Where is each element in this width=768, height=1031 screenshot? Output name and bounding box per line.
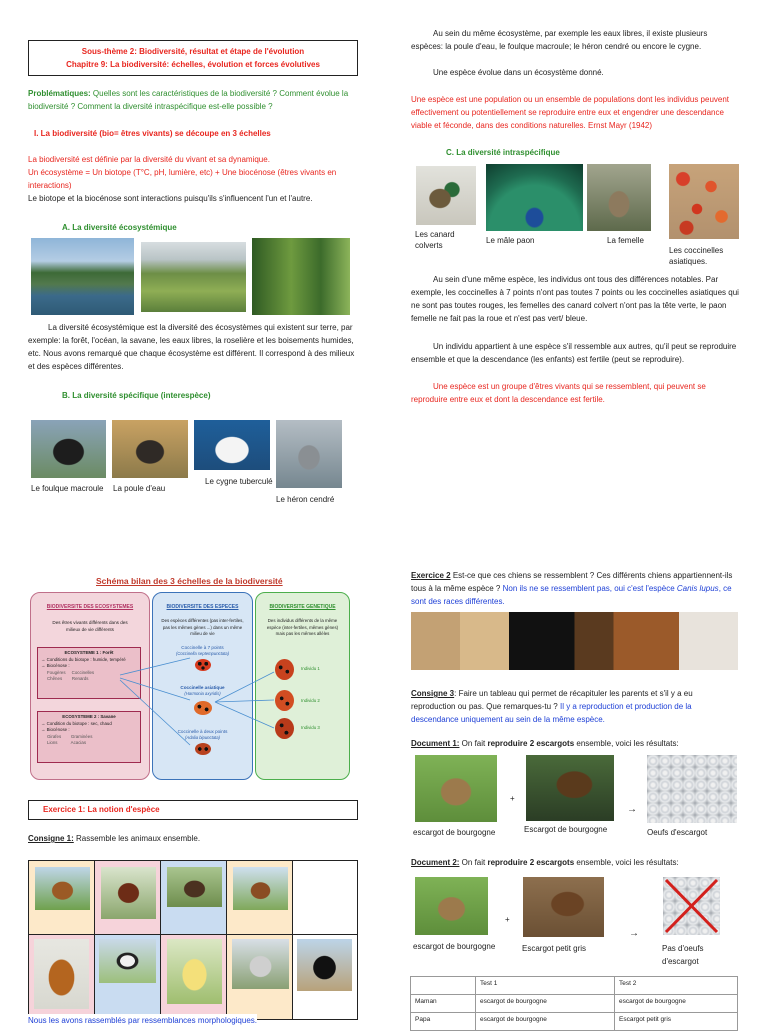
species-2-latin: (Harmonia axyridis) bbox=[184, 691, 221, 696]
ladybirds-photo bbox=[669, 164, 739, 239]
snail-petit-gris-photo bbox=[523, 877, 604, 937]
chick-photo bbox=[167, 939, 222, 1004]
doc2-caption-3: Pas d'oeufs d'escargot bbox=[662, 944, 704, 966]
doc1-caption-1: escargot de bourgogne bbox=[413, 828, 496, 837]
eco2-biocenose: → Biocénose : bbox=[41, 727, 70, 732]
no-eggs-cross-icon bbox=[663, 877, 720, 935]
table-cell: escargot de bourgogne bbox=[476, 1013, 615, 1031]
exercise-2-answer: Non ils ne se ressemblent pas, oui c'est l'espèce bbox=[500, 584, 677, 593]
individual-2-label: Individu 2 bbox=[301, 698, 320, 703]
doc1-plus: + bbox=[510, 794, 515, 803]
eggs-photo bbox=[647, 755, 737, 823]
doc1-arrow: → bbox=[627, 804, 637, 815]
doc1-bold: reproduire 2 escargots bbox=[487, 739, 575, 748]
definition-line3: Le biotope et la biocénose sont interactions puisqu'ils s'influencent l'un et l'autre. bbox=[28, 194, 313, 203]
doc1-caption-3: Oeufs d'escargot bbox=[647, 828, 708, 837]
table-row bbox=[411, 995, 738, 1013]
doc2-label: Document 2: bbox=[411, 858, 460, 867]
table-cell: escargot de bourgogne bbox=[476, 995, 615, 1013]
problem-paragraph bbox=[28, 87, 356, 113]
table-cell: Test 1 bbox=[476, 977, 615, 995]
table-cell: escargot de bourgogne bbox=[615, 995, 738, 1013]
grid-h1 bbox=[29, 934, 357, 935]
individual-3-label: Individu 3 bbox=[301, 725, 320, 730]
definition-line2: Un écosystème = Un biotope (T°C, pH, lumière, etc) + Une biocénose (êtres vivants en interactions) bbox=[28, 168, 337, 190]
species-3-latin: (Adalia bipunctata) bbox=[185, 735, 220, 740]
caption-heron: Le héron cendré bbox=[276, 495, 335, 504]
peahen-photo bbox=[587, 164, 651, 231]
ladybird-7-icon bbox=[195, 659, 211, 671]
heron-photo bbox=[276, 420, 342, 488]
eco1-species: Fougères Coccinelles Chênes Renards bbox=[47, 669, 95, 681]
hen-photo bbox=[34, 939, 89, 1009]
consigne-3-label: Consigne 3 bbox=[411, 689, 455, 698]
section-a-heading: A. La diversité écosystémique bbox=[62, 223, 177, 232]
individual-1-icon bbox=[275, 659, 294, 680]
caption-peacock: Le mâle paon bbox=[486, 236, 535, 245]
table-cell: Papa bbox=[411, 1013, 476, 1031]
section-1-heading: I. La biodiversité (bio= êtres vivants) se découpe en 3 échelles bbox=[34, 129, 271, 138]
grid-v2 bbox=[160, 861, 161, 1019]
individual-3-icon bbox=[275, 718, 294, 739]
doc2-arrow: → bbox=[629, 928, 639, 939]
doc2-plus: + bbox=[505, 915, 510, 924]
animal-grid bbox=[28, 860, 358, 1020]
individual-1-label: Individu 1 bbox=[301, 666, 320, 671]
exercise-1-title: Exercice 1: La notion d'espèce bbox=[43, 805, 160, 814]
doc1-post: ensemble, voici les résultats: bbox=[574, 739, 679, 748]
paragraph-right-4: Un individu appartient à une espèce s'il ressemble aux autres, qu'il peut se reproduire ensemble et que la descendance (les enfants) est fertile (peut se reproduire). bbox=[411, 342, 737, 364]
eco2-biocenose-text: Biocénose : bbox=[46, 727, 70, 732]
doc1-label: Document 1: bbox=[411, 739, 460, 748]
schema-ecosystems-column bbox=[30, 592, 150, 780]
species-1-latin: (Coccinella septempunctata) bbox=[175, 651, 230, 656]
dogs-photo bbox=[411, 612, 738, 670]
doc2-bold: reproduire 2 escargots bbox=[487, 858, 575, 867]
eco2-title: ECOSYSTEME 2 : Savane bbox=[62, 714, 116, 719]
species-3-label: Coccinelle à deux points bbox=[177, 729, 228, 734]
eco1-biocenose: → Biocénose : bbox=[41, 663, 70, 668]
definition-line1: La biodiversité est définie par la diversité du vivant et sa dynamique. bbox=[28, 155, 270, 164]
ecosystem-2-box bbox=[37, 711, 141, 763]
schema-col1-title: BIODIVERSITE DES ECOSYSTEMES bbox=[46, 604, 134, 610]
document-1-heading bbox=[411, 737, 679, 750]
schema-title: Schéma bilan des 3 échelles de la biodiversité bbox=[96, 576, 283, 586]
doc1-pre: On fait bbox=[459, 739, 488, 748]
foal-photo bbox=[233, 867, 288, 910]
eco2-species: Girafes Graminées Lions Acacias bbox=[47, 733, 93, 745]
table-row bbox=[411, 977, 738, 995]
caption-ladybirds: Les coccinelles asiatiques. bbox=[669, 246, 724, 266]
title-line2: Chapitre 9: La biodiversité: échelles, évolution et forces évolutives bbox=[66, 60, 320, 69]
consigne-3-text: : Faire un tableau qui permet de récapituler les parents et s'il y a eu reproduction ou pas. Que remarques-tu ? bbox=[411, 689, 693, 711]
table-cell: Maman bbox=[411, 995, 476, 1013]
exercise-2-question bbox=[411, 569, 739, 608]
doc2-post: ensemble, voici les résultats: bbox=[574, 858, 679, 867]
holstein-cow-photo bbox=[99, 939, 156, 983]
snail-bourgogne-photo-3 bbox=[415, 877, 488, 935]
doc2-pre: On fait bbox=[459, 858, 488, 867]
coot-photo bbox=[31, 420, 106, 478]
ducks-photo bbox=[416, 166, 476, 225]
rooster-photo bbox=[101, 867, 156, 919]
schema-species-column bbox=[152, 592, 253, 780]
schema-col3-text: Des individus différents de la même espèce (inter-fertiles, mêmes gènes) mais pas les mêmes allèles bbox=[266, 618, 339, 636]
ladybird-2-icon bbox=[195, 743, 211, 755]
moorhen-photo bbox=[112, 420, 188, 478]
eco2-biotope-text: Condition du biotope : sec, chaud bbox=[46, 720, 112, 726]
schema-genetic-column bbox=[255, 592, 350, 780]
exercise-1-title-box bbox=[28, 800, 358, 820]
paragraph-right-3: Au sein d'une même espèce, les individus ont tous des différences notables. Par exemple, les coccinelles à 7 points n'ont pas toutes 7 points ou les coccinelles asiatiques qui ne sont pas toutes rouges, les femelles des canard colvert n'ont pas la tête verte, le paon femelle ne fait pas la roue et n'est pas vert/ bleue. bbox=[411, 275, 739, 323]
grid-v4 bbox=[292, 861, 293, 1019]
section-c-heading: C. La diversité intraspécifique bbox=[446, 148, 560, 157]
consigne-1-text: Rassemble les animaux ensemble. bbox=[73, 834, 201, 843]
caption-peahen: La femelle bbox=[607, 236, 644, 245]
individual-2-icon bbox=[275, 690, 294, 711]
mayr-definition: Une espèce est une population ou un ensemble de populations dont les individus peuvent effectivement ou potentiellement se reproduire entre eux et engendrer une descendance viable et féconde, dans des conditions naturelles. Ernst Mayr (1942) bbox=[411, 95, 730, 130]
definition-block bbox=[28, 153, 358, 205]
species-definition: Une espèce est un groupe d'êtres vivants qui se ressemblent, qui peuvent se reproduire entre eux et dont la descendance est fertile. bbox=[411, 382, 706, 404]
paragraph-right-2: Une espèce évolue dans un écosystème donné. bbox=[433, 68, 604, 77]
exercise-2-answer-end: , ce sont des races différentes. bbox=[411, 584, 732, 606]
title-box bbox=[28, 40, 358, 76]
table-row bbox=[411, 1013, 738, 1031]
doc2-caption-2: Escargot petit gris bbox=[522, 944, 587, 953]
grid-v1 bbox=[94, 861, 95, 1019]
schema-col1-text: Des êtres vivants différents dans des milieux de vie différents bbox=[52, 620, 128, 632]
snail-bourgogne-photo-2 bbox=[526, 755, 614, 821]
peacock-photo bbox=[486, 164, 583, 231]
paragraph-a: La diversité écosystémique est la diversité des écosystèmes qui existent sur terre, par exemple: la forêt, l'océan, la savane, les eaux libres, la roselière et les boisements humides, etc. Nous avons remarqué que chaque écosystème est différent. Il correspond à des milieux et des espèces différentes. bbox=[28, 323, 355, 371]
snail-bourgogne-photo-1 bbox=[415, 755, 497, 822]
swan-photo bbox=[194, 420, 270, 470]
exercise-1-conclusion: Nous les avons rassemblés par ressemblances morphologiques. bbox=[28, 1016, 257, 1025]
grey-horse-photo bbox=[232, 939, 289, 989]
eco1-title: ECOSYSTEME 1 : Forêt bbox=[64, 650, 114, 655]
caption-moorhen: La poule d'eau bbox=[113, 484, 166, 493]
problem-label: Problématiques: bbox=[28, 89, 91, 98]
horse-photo bbox=[35, 867, 90, 910]
table-cell bbox=[411, 977, 476, 995]
consigne-1 bbox=[28, 832, 200, 845]
forest-photo bbox=[252, 238, 350, 315]
cow-photo bbox=[167, 867, 222, 907]
exercise-2-label: Exercice 2 bbox=[411, 571, 451, 580]
species-2-label: Coccinelle asiatique bbox=[180, 685, 225, 690]
ladybird-asian-icon bbox=[194, 701, 212, 715]
ecosystem-1-box bbox=[37, 647, 141, 699]
caption-coot: Le foulque macroule bbox=[31, 484, 104, 493]
problem-text: Quelles sont les caractéristiques de la biodiversité ? Comment évolue la biodiversité ? Comment la diversité intraspécifique est-elle possible ? bbox=[28, 89, 349, 111]
grid-v3 bbox=[226, 861, 227, 1019]
schema-col3-title: BIODIVERSITE GENETIQUE bbox=[269, 604, 336, 610]
eco1-biotope: → Conditions du biotope : humide, tempéré bbox=[41, 656, 126, 662]
species-1-label: Coccinelle à 7 points bbox=[181, 645, 224, 650]
doc2-caption-1: escargot de bourgogne bbox=[413, 942, 496, 951]
paragraph-right-1: Au sein du même écosystème, par exemple les eaux libres, il existe plusieurs espèces: la poule d'eau, le foulque macroule; le héron cendré ou encore le cygne. bbox=[411, 29, 708, 51]
title-line1: Sous-thème 2: Biodiversité, résultat et étape de l'évolution bbox=[81, 47, 305, 56]
table-cell: Test 2 bbox=[615, 977, 738, 995]
section-b-heading: B. La diversité spécifique (interespèce) bbox=[62, 391, 211, 400]
results-table bbox=[410, 976, 738, 1031]
caption-ducks: Les canard colverts bbox=[415, 230, 455, 250]
eco1-biocenose-text: Biocénose : bbox=[46, 663, 70, 668]
bull-photo bbox=[297, 939, 352, 991]
consigne-1-label: Consigne 1: bbox=[28, 834, 74, 843]
caption-swan: Le cygne tuberculé bbox=[205, 477, 273, 486]
doc1-caption-2: Escargot de bourgogne bbox=[524, 825, 608, 834]
schema-col2-title: BIODIVERSITE DES ESPECES bbox=[166, 604, 239, 610]
consigne-3 bbox=[411, 687, 739, 726]
schema-col2-text: Des espèces différentes (pas inter-fertiles, pas les mêmes gènes ...) dans un même milieu de vie bbox=[161, 618, 244, 636]
eco1-biotope-text: Conditions du biotope : humide, tempéré bbox=[46, 656, 126, 662]
marsh-photo bbox=[141, 242, 246, 312]
eco2-biotope: → Condition du biotope : sec, chaud bbox=[41, 720, 112, 726]
exercise-2-latin: Canis lupus bbox=[676, 584, 719, 593]
consigne-3-answer: Il y a reproduction et production de la descendance uniquement au sein de la même espèce. bbox=[411, 702, 692, 724]
exercise-2-question-text: Est-ce que ces chiens se ressemblent ? Ces différents chiens appartiennent-ils tous à la même espèce ? bbox=[411, 571, 733, 593]
document-2-heading bbox=[411, 856, 679, 869]
lake-photo bbox=[31, 238, 134, 315]
table-cell: Escargot petit gris bbox=[615, 1013, 738, 1031]
